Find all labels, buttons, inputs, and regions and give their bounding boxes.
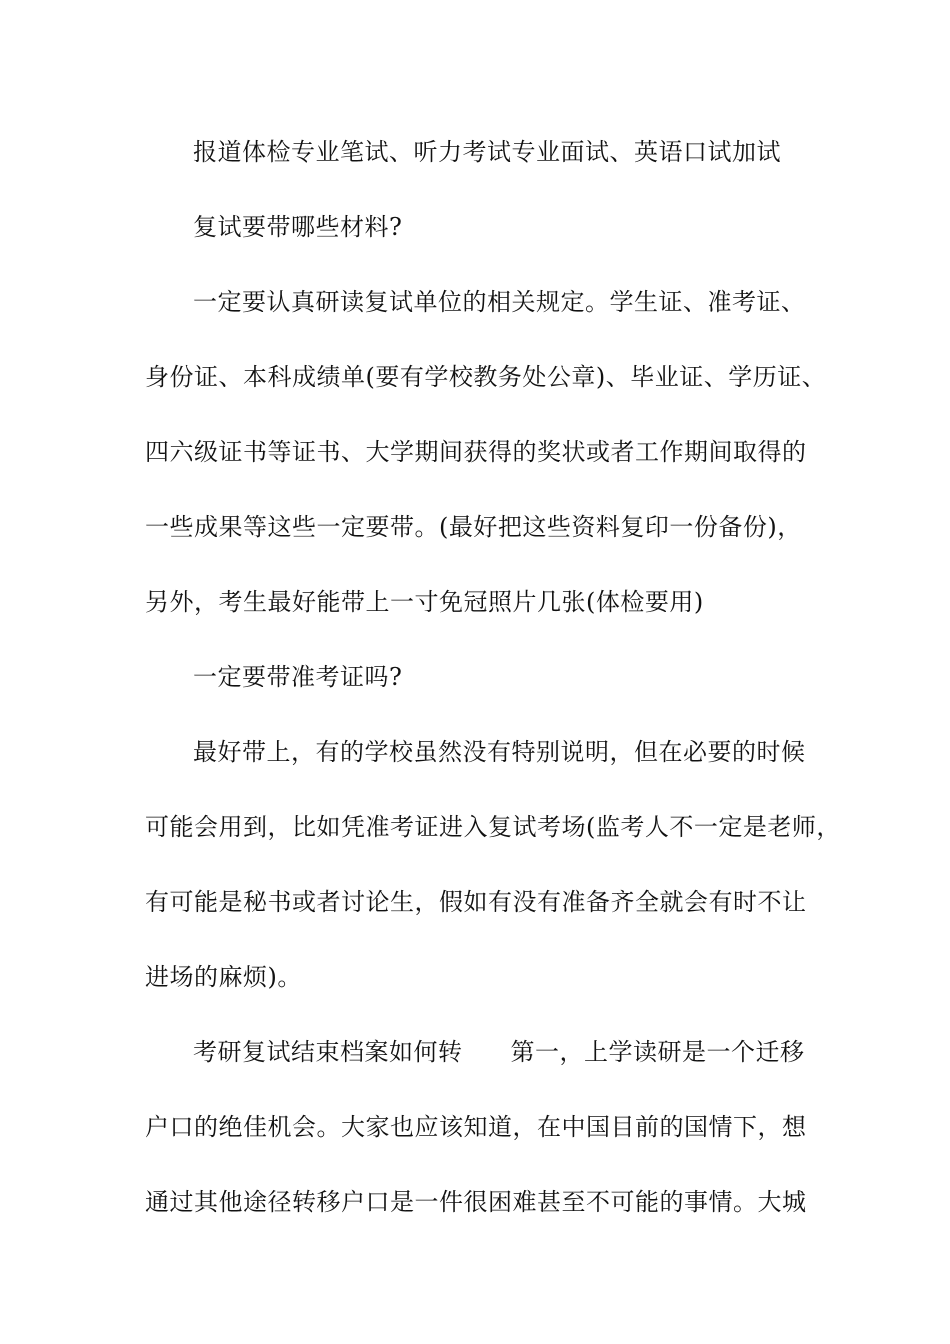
text-line-5: 四六级证书等证书、大学期间获得的奖状或者工作期间取得的 bbox=[145, 438, 807, 466]
text-line-10: 可能会用到，比如凭准考证进入复试考场(监考人不一定是老师， bbox=[145, 813, 841, 841]
text-line-15: 通过其他途径转移户口是一件很困难甚至不可能的事情。大城 bbox=[145, 1188, 807, 1216]
text-line-14: 户口的绝佳机会。大家也应该知道，在中国目前的国情下，想 bbox=[145, 1113, 807, 1141]
text-first-point: 第一，上学读研是一个迁移 bbox=[510, 1038, 805, 1066]
text-line-1: 报道体检专业笔试、听力考试专业面试、英语口试加试 bbox=[193, 138, 781, 166]
text-line-9: 最好带上，有的学校虽然没有特别说明，但在必要的时候 bbox=[193, 738, 806, 766]
text-line-13 bbox=[193, 1037, 893, 1067]
text-line-6: 一些成果等这些一定要带。(最好把这些资料复印一份备份)， bbox=[145, 513, 802, 541]
text-line-3: 一定要认真研读复试单位的相关规定。学生证、准考证、 bbox=[193, 288, 806, 316]
text-line-11: 有可能是秘书或者讨论生，假如有没有准备齐全就会有时不让 bbox=[145, 888, 807, 916]
text-line-12: 进场的麻烦)。 bbox=[145, 963, 302, 991]
text-line-7: 另外，考生最好能带上一寸免冠照片几张(体检要用) bbox=[145, 588, 704, 616]
heading-archive-transfer: 考研复试结束档案如何转 bbox=[193, 1038, 463, 1066]
heading-admission-ticket: 一定要带准考证吗? bbox=[193, 663, 403, 691]
text-line-4: 身份证、本科成绩单(要有学校教务处公章)、毕业证、学历证、 bbox=[145, 363, 827, 391]
heading-materials: 复试要带哪些材料? bbox=[193, 213, 403, 241]
